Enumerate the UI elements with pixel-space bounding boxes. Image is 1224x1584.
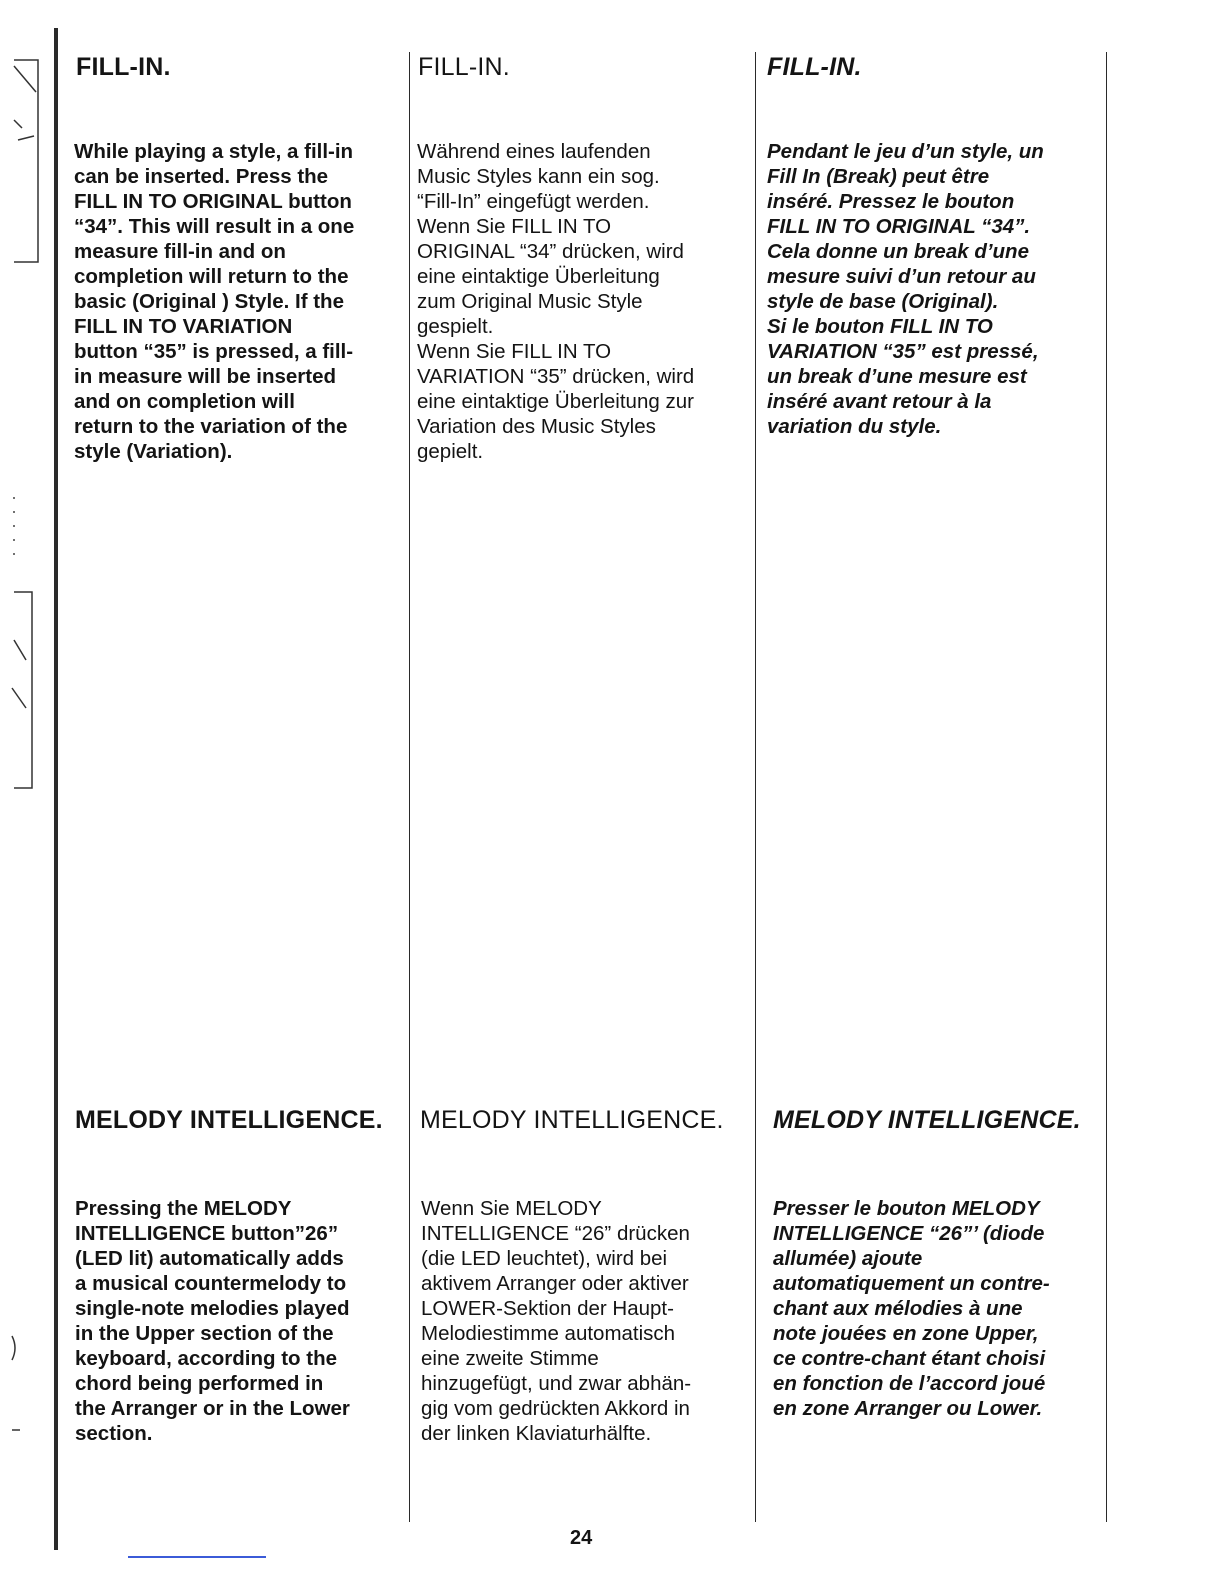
text-line: automatiquement un contre-	[773, 1272, 1050, 1295]
text-line: eine eintaktige Überleitung	[417, 265, 660, 288]
text-line: Fill In (Break) peut être	[767, 165, 990, 188]
text-line: en fonction de l’accord joué	[773, 1372, 1046, 1395]
text-line: hinzugefügt, und zwar abhän-	[421, 1372, 692, 1395]
fill-in-text-fr	[767, 139, 1044, 439]
fill-in-text-en	[74, 139, 354, 464]
text-line: chord being performed in	[75, 1372, 324, 1395]
column-rule-1	[409, 52, 410, 1522]
text-line: return to the variation of the	[74, 415, 348, 438]
text-line: ORIGINAL “34” drücken, wird	[417, 240, 684, 263]
text-line: VARIATION “35” est pressé,	[767, 340, 1039, 363]
margin-bracket-mid	[14, 592, 32, 788]
text-line: gig vom gedrückten Akkord in	[421, 1397, 690, 1420]
text-line: VARIATION “35” drücken, wird	[417, 365, 695, 388]
fill-in-heading-fr: FILL-IN.	[767, 53, 862, 81]
text-line: section.	[75, 1422, 153, 1445]
text-line: single-note melodies played	[75, 1297, 350, 1320]
margin-tick	[14, 120, 22, 128]
text-line: Variation des Music Styles	[417, 415, 656, 438]
fill-in-text-de	[417, 139, 694, 464]
text-line: Pressing the MELODY	[75, 1197, 292, 1220]
text-line: can be inserted. Press the	[74, 165, 329, 188]
text-line: INTELLIGENCE “26”’ (diode	[773, 1222, 1045, 1245]
text-line: ce contre-chant étant choisi	[773, 1347, 1046, 1370]
text-line: LOWER-Sektion der Haupt-	[421, 1297, 674, 1320]
page-left-bar	[54, 28, 58, 1550]
text-line: INTELLIGENCE button”26”	[75, 1222, 339, 1245]
text-line: allumée) ajoute	[773, 1247, 923, 1270]
melody-heading-en: MELODY INTELLIGENCE.	[75, 1106, 383, 1134]
column-rule-3	[1106, 52, 1107, 1522]
margin-dot	[13, 539, 15, 541]
text-line: eine eintaktige Überleitung zur	[417, 390, 694, 413]
text-line: chant aux mélodies à une	[773, 1297, 1023, 1320]
margin-tick	[18, 136, 34, 140]
text-line: en zone Arranger ou Lower.	[773, 1397, 1043, 1420]
text-line: mesure suivi d’un retour au	[767, 265, 1036, 288]
fill-in-heading-de: FILL-IN.	[418, 53, 510, 81]
fill-in-heading-en: FILL-IN.	[76, 53, 171, 81]
text-line: While playing a style, a fill-in	[74, 140, 354, 163]
text-line: in the Upper section of the	[75, 1322, 334, 1345]
melody-text-en	[75, 1196, 350, 1446]
margin-tick	[14, 66, 36, 92]
text-line: FILL IN TO ORIGINAL button	[74, 190, 352, 213]
text-line: FILL IN TO VARIATION	[74, 315, 293, 338]
text-line: “Fill-In” eingefügt werden.	[417, 190, 650, 213]
text-line: a musical countermelody to	[75, 1272, 347, 1295]
text-line: zum Original Music Style	[417, 290, 643, 313]
text-line: gespielt.	[417, 315, 494, 338]
text-line: inséré avant retour à la	[767, 390, 992, 413]
text-line: measure fill-in and on	[74, 240, 286, 263]
melody-text-fr	[773, 1196, 1050, 1421]
text-line: style (Variation).	[74, 440, 233, 463]
text-line: eine zweite Stimme	[421, 1347, 599, 1370]
text-line: the Arranger or in the Lower	[75, 1397, 350, 1420]
binding-margin-marks	[0, 0, 54, 1584]
margin-dot	[13, 525, 15, 527]
text-line: gepielt.	[417, 440, 484, 463]
text-line: button “35” is pressed, a fill-	[74, 340, 354, 363]
text-line: Wenn Sie MELODY	[421, 1197, 602, 1220]
text-line: Si le bouton FILL IN TO	[767, 315, 993, 338]
text-line: Presser le bouton MELODY	[773, 1197, 1040, 1220]
margin-tick	[14, 640, 26, 660]
text-line: in measure will be inserted	[74, 365, 337, 388]
text-line: Wenn Sie FILL IN TO	[417, 215, 612, 238]
text-line: Wenn Sie FILL IN TO	[417, 340, 612, 363]
text-line: der linken Klaviaturhälfte.	[421, 1422, 652, 1445]
text-line: variation du style.	[767, 415, 942, 438]
text-line: (die LED leuchtet), wird bei	[421, 1247, 668, 1270]
text-line: aktivem Arranger oder aktiver	[421, 1272, 689, 1295]
margin-paren	[12, 1336, 15, 1360]
text-line: Während eines laufenden	[417, 140, 651, 163]
text-line: un break d’une mesure est	[767, 365, 1027, 388]
margin-dot	[13, 497, 15, 499]
bottom-rule	[128, 1556, 266, 1558]
margin-dot	[13, 553, 15, 555]
text-line: completion will return to the	[74, 265, 349, 288]
text-line: (LED lit) automatically adds	[75, 1247, 344, 1270]
text-line: Cela donne un break d’une	[767, 240, 1029, 263]
text-line: Music Styles kann ein sog.	[417, 165, 660, 188]
text-line: INTELLIGENCE “26” drücken	[421, 1222, 690, 1245]
margin-dot	[13, 511, 15, 513]
melody-text-de	[421, 1196, 691, 1446]
text-line: inséré. Pressez le bouton	[767, 190, 1015, 213]
text-line: and on completion will	[74, 390, 295, 413]
melody-heading-fr: MELODY INTELLIGENCE.	[773, 1106, 1081, 1134]
text-line: keyboard, according to the	[75, 1347, 337, 1370]
page-number: 24	[570, 1527, 593, 1549]
margin-tick	[12, 688, 26, 708]
melody-heading-de: MELODY INTELLIGENCE.	[420, 1106, 724, 1134]
column-rule-2	[755, 52, 756, 1522]
text-line: style de base (Original).	[767, 290, 999, 313]
text-line: “34”. This will result in a one	[74, 215, 355, 238]
text-line: note jouées en zone Upper,	[773, 1322, 1039, 1345]
text-line: Pendant le jeu d’un style, un	[767, 140, 1044, 163]
text-line: Melodiestimme automatisch	[421, 1322, 676, 1345]
text-line: FILL IN TO ORIGINAL “34”.	[767, 215, 1031, 238]
text-line: basic (Original ) Style. If the	[74, 290, 344, 313]
